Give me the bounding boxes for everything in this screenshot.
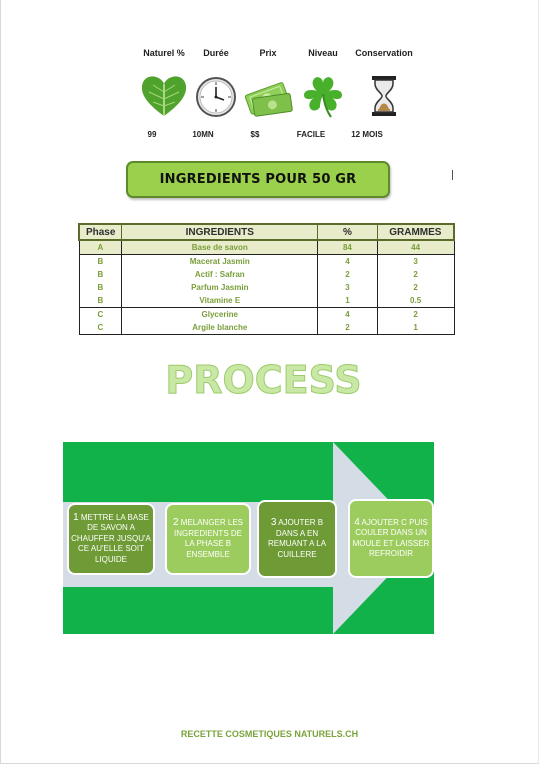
table-row	[79, 268, 454, 281]
label-niveau: Niveau	[308, 48, 338, 58]
money-icon	[243, 72, 293, 120]
step-4-text: AJOUTER C PUIS COULER DANS UN MOULE ET LAISSER REFROIDIR	[352, 517, 430, 558]
col-header-percent: %	[318, 224, 378, 240]
table-row	[79, 240, 454, 255]
cell-grammes: 44	[377, 240, 454, 255]
step-4-number: 4	[354, 516, 360, 528]
label-duree: Durée	[203, 48, 229, 58]
step-2-text: MELANGER LES INGREDIENTS DE LA PHASE B ENSEMBLE	[173, 518, 244, 559]
step-1-text: METTRE LA BASE DE SAVON A CHAUFFER JUSQU'A CE AU'ELLE SOIT LIQUIDE	[71, 512, 151, 564]
value-conservation: 12 MOIS	[351, 130, 383, 139]
process-title: PROCESS	[165, 358, 362, 402]
cell-percent: 2	[318, 268, 378, 281]
clock-icon	[191, 72, 241, 120]
value-prix: $$	[250, 130, 260, 139]
step-3	[257, 500, 337, 578]
label-prix: Prix	[259, 48, 277, 58]
ingredients-banner: INGREDIENTS POUR 50 GR	[126, 161, 390, 198]
step-1-number: 1	[73, 511, 79, 523]
cell-percent: 1	[318, 294, 378, 308]
table-row	[79, 294, 454, 308]
cell-ingredient: Macerat Jasmin	[122, 255, 318, 269]
value-duree: 10MN	[192, 130, 214, 139]
cell-percent: 2	[318, 321, 378, 335]
cell-percent: 4	[318, 255, 378, 269]
value-naturel: 99	[147, 130, 157, 139]
step-2	[165, 503, 251, 575]
cell-grammes: 2	[377, 281, 454, 294]
step-2-number: 2	[172, 517, 179, 528]
col-header-ingredients: INGREDIENTS	[122, 224, 318, 240]
cell-phase: C	[79, 308, 122, 322]
step-3-number: 3	[270, 517, 277, 528]
table-row	[79, 281, 454, 294]
cell-grammes: 2	[377, 308, 454, 322]
step-1	[67, 503, 155, 575]
cell-phase: C	[79, 321, 122, 335]
leaf-heart-icon	[139, 72, 189, 120]
table-row	[79, 308, 454, 322]
process-panel	[63, 442, 434, 634]
cell-phase: B	[79, 294, 122, 308]
cell-percent: 4	[318, 308, 378, 322]
col-header-grammes: GRAMMES	[377, 224, 454, 240]
cell-ingredient: Actif : Safran	[122, 268, 318, 281]
table-row	[79, 255, 454, 269]
label-conservation: Conservation	[355, 48, 413, 58]
cell-phase: B	[79, 255, 122, 269]
footer-text: RECETTE COSMETIQUES NATURELS.CH	[180, 729, 359, 739]
cell-grammes: 2	[377, 268, 454, 281]
table-row	[79, 321, 454, 335]
hourglass-icon	[359, 72, 409, 120]
cell-grammes: 0.5	[377, 294, 454, 308]
cell-ingredient: Glycerine	[122, 308, 318, 322]
clover-icon	[298, 72, 348, 120]
ingredients-table	[78, 223, 455, 335]
cell-ingredient: Base de savon	[122, 240, 318, 255]
table-header-row	[79, 224, 454, 240]
cell-phase: B	[79, 281, 122, 294]
cell-grammes: 1	[377, 321, 454, 335]
label-naturel: Naturel %	[143, 48, 185, 58]
margin-tick	[452, 170, 453, 180]
cell-percent: 3	[318, 281, 378, 294]
value-niveau: FACILE	[296, 130, 326, 139]
step-3-text: AJOUTER B DANS A EN REMUANT A LA CUILLERE	[267, 518, 327, 559]
step-4	[348, 499, 434, 578]
cell-percent: 84	[318, 240, 378, 255]
col-header-phase: Phase	[79, 224, 122, 240]
cell-grammes: 3	[377, 255, 454, 269]
cell-phase: A	[79, 240, 122, 255]
cell-ingredient: Vitamine E	[122, 294, 318, 308]
cell-ingredient: Parfum Jasmin	[122, 281, 318, 294]
cell-ingredient: Argile blanche	[122, 321, 318, 335]
cell-phase: B	[79, 268, 122, 281]
